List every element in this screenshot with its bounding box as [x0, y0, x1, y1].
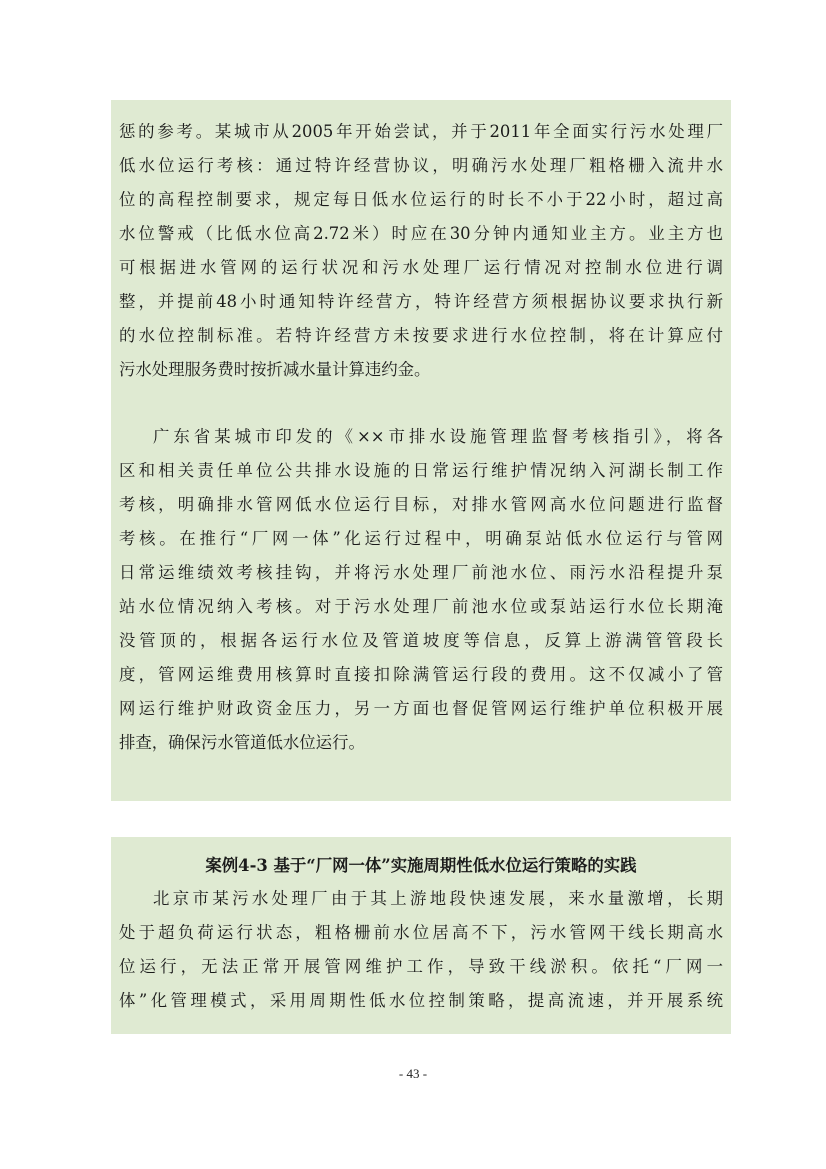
paragraph-line: 处于超负荷运行状态，粗格栅前水位居高不下，污水管网干线长期高水 [119, 923, 723, 942]
paragraph-line: 排查，确保污水管道低水位运行。 [119, 733, 365, 752]
paragraph-line: 的水位控制标准。若特许经营方未按要求进行水位控制，将在计算应付 [119, 326, 723, 345]
paragraph-line: 考核，明确排水管网低水位运行目标，对排水管网高水位问题进行监督 [119, 495, 723, 514]
paragraph-line: 水位警戒（比低水位高2.72米）时应在30分钟内通知业主方。业主方也 [119, 224, 723, 243]
paragraph-line: 可根据进水管网的运行状况和污水处理厂运行情况对控制水位进行调 [119, 258, 723, 277]
paragraph-line: 北京市某污水处理厂由于其上游地段快速发展，来水量激增，长期 [153, 889, 723, 908]
paragraph-line: 考核。在推行“厂网一体”化运行过程中，明确泵站低水位运行与管网 [119, 529, 723, 548]
case-study-heading: 案例4-3 基于“厂网一体”实施周期性低水位运行策略的实践 [205, 856, 637, 875]
case-text-box [111, 100, 731, 801]
paragraph-line: 日常运维绩效考核挂钩，并将污水处理厂前池水位、雨污水沿程提升泵 [119, 563, 723, 582]
paragraph-line: 广东省某城市印发的《××市排水设施管理监督考核指引》，将各 [153, 427, 723, 446]
paragraph-line: 位运行，无法正常开展管网维护工作，导致干线淤积。依托“厂网一 [119, 957, 723, 976]
page-number: - 43 - [398, 1066, 428, 1081]
paragraph-line: 污水处理服务费时按折减水量计算违约金。 [119, 360, 431, 379]
paragraph-line: 站水位情况纳入考核。对于污水处理厂前池水位或泵站运行水位长期淹 [119, 597, 723, 616]
paragraph-line: 度，管网运维费用核算时直接扣除满管运行段的费用。这不仅减小了管 [119, 665, 723, 684]
paragraph-line: 惩的参考。某城市从2005年开始尝试，并于2011年全面实行污水处理厂 [119, 122, 723, 141]
paragraph-line: 低水位运行考核：通过特许经营协议，明确污水处理厂粗格栅入流井水 [119, 156, 723, 175]
paragraph-line: 没管顶的，根据各运行水位及管道坡度等信息，反算上游满管管段长 [119, 631, 723, 650]
paragraph-line: 体”化管理模式，采用周期性低水位控制策略，提高流速，并开展系统 [119, 991, 723, 1010]
paragraph-line: 区和相关责任单位公共排水设施的日常运行维护情况纳入河湖长制工作 [119, 461, 723, 480]
paragraph-line: 网运行维护财政资金压力，另一方面也督促管网运行维护单位积极开展 [119, 699, 723, 718]
paragraph-line: 位的高程控制要求，规定每日低水位运行的时长不小于22小时，超过高 [119, 190, 723, 209]
case-study-box [111, 837, 731, 1034]
paragraph-line: 整，并提前48小时通知特许经营方，特许经营方须根据协议要求执行新 [119, 292, 723, 311]
